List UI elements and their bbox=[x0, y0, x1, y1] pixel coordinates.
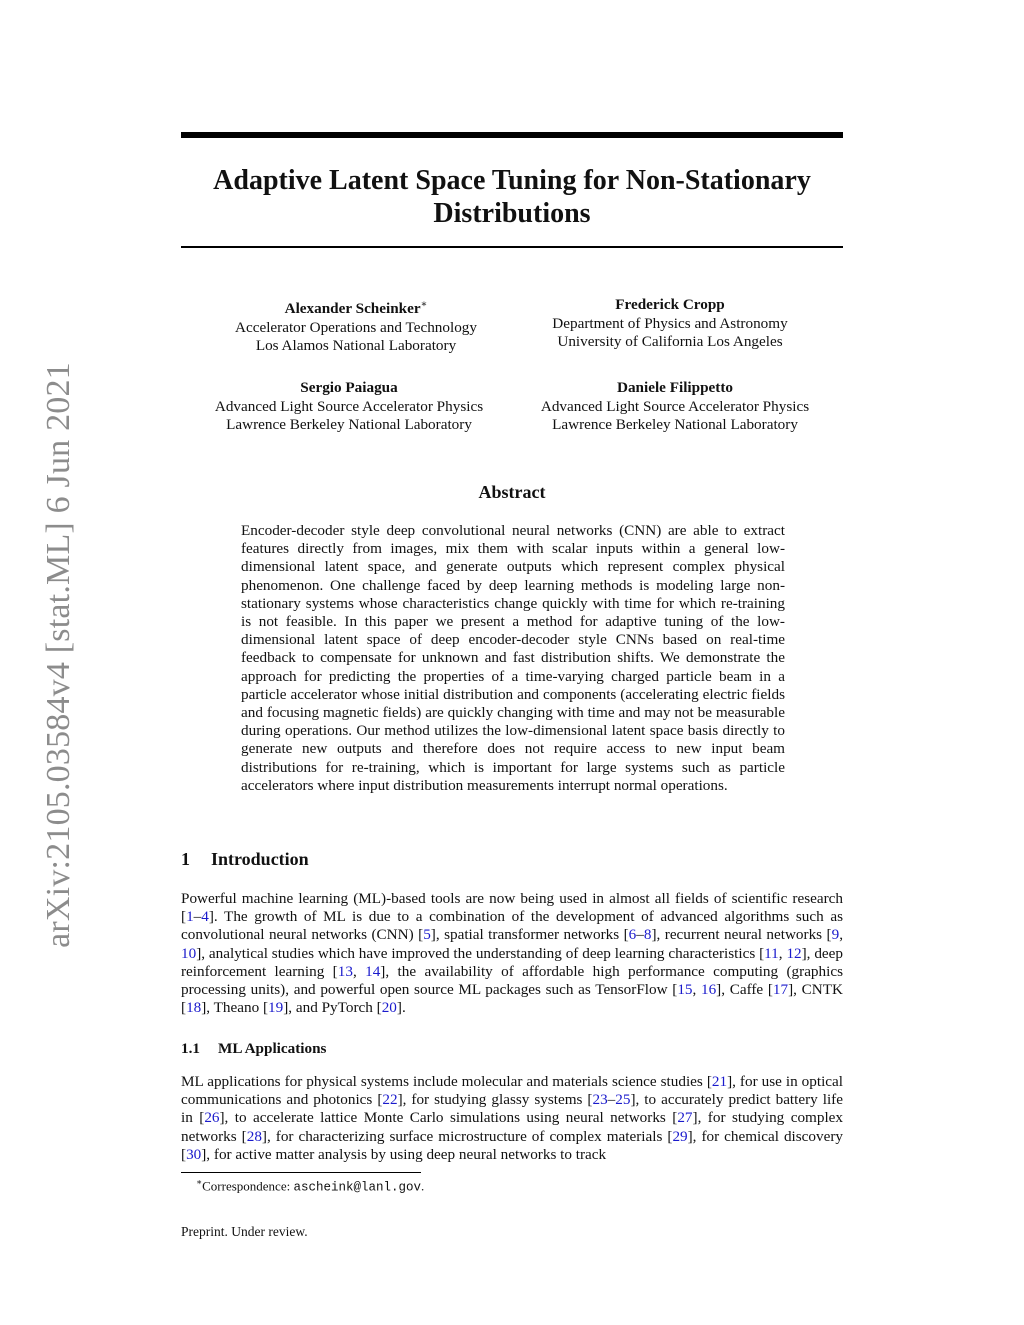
author-institution: Lawrence Berkeley National Laboratory bbox=[552, 416, 798, 433]
author-name: Alexander Scheinker bbox=[284, 300, 421, 318]
citation-link[interactable]: 22 bbox=[382, 1091, 398, 1109]
abstract-text: Encoder-decoder style deep convolutional neural networks (CNN) are able to extract features directly from images, mix them with scalar inputs within a general low-dimensional latent space, and generate outputs which represent complex physical phenomenon. One challenge faced by deep learning methods is modeling large non-stationary systems whose characteristics change quickly with time for which re-training is not feasible. In this paper we present a method for adaptive tuning of the low-dimensional latent space of deep encoder-decoder style CNNs based on real-time feedback to compensate for unknown and fast distribution shifts. We demonstrate the approach for predicting the properties of a time-varying charged particle beam in a particle accelerator whose initial distribution and components (accelerating electric fields and focusing magnetic fields) are quickly changing with time and may not be measurable during operations. Our method utilizes the low-dimensional latent space basis directly to generate new outputs and therefore does not require access to new input beam distributions for re-training, which is important for large systems such as particle accelerators where input distribution measurements interrupt normal operations. bbox=[241, 522, 785, 794]
footnote-end: . bbox=[421, 1178, 425, 1194]
author-block-1 bbox=[186, 296, 526, 356]
citation-link[interactable]: 1 bbox=[186, 908, 194, 926]
footnote-rule bbox=[181, 1172, 421, 1173]
author-affiliation: Advanced Light Source Accelerator Physics bbox=[214, 397, 484, 415]
author-affiliation: Advanced Light Source Accelerator Physics bbox=[540, 397, 810, 415]
title-bottom-rule bbox=[181, 246, 843, 248]
abstract-heading: Abstract bbox=[478, 482, 546, 502]
author-institution: Los Alamos National Laboratory bbox=[255, 337, 457, 355]
correspondence-footnote bbox=[196, 1177, 424, 1194]
citation-link[interactable]: 4 bbox=[201, 908, 209, 926]
author-name: Frederick Cropp bbox=[615, 296, 725, 313]
citation-link[interactable]: 19 bbox=[268, 999, 284, 1017]
subsection-title: ML Applications bbox=[218, 1040, 327, 1057]
citation-link[interactable]: 6 bbox=[628, 926, 637, 944]
section-number: 1 bbox=[181, 849, 190, 869]
author-name: Daniele Filippetto bbox=[616, 379, 733, 396]
citation-link[interactable]: 11 bbox=[764, 944, 779, 962]
author-affiliation: Accelerator Operations and Technology bbox=[235, 318, 477, 336]
author-block-2 bbox=[500, 296, 840, 352]
citation-link[interactable]: 14 bbox=[365, 962, 381, 980]
footnote-marker: ∗ bbox=[196, 1177, 203, 1187]
section-title: Introduction bbox=[211, 849, 309, 869]
author-block-4 bbox=[505, 379, 845, 435]
arxiv-identifier-stamp: arXiv:2105.03584v4 [stat.ML] 6 Jun 2021 bbox=[40, 362, 77, 948]
citation-link[interactable]: 16 bbox=[700, 981, 717, 999]
introduction-paragraph: Powerful machine learning (ML)-based tools are now being used in almost all fields of scientific research [1–4]. The growth of ML is due to a combination of the development of advanced algorithms such as convolutional neural networks (CNN) [5], spatial transformer networks [6–8], recurrent neural networks [9, 10], analytical studies which have improved the understanding of deep learning characteristics [11, 12], deep reinforcement learning [13, 14], the availability of affordable high performance computing (graphics processing units), and powerful open source ML packages such as TensorFlow [15, 16], Caffe [17], CNTK [18], Theano [19], and PyTorch [20]. bbox=[181, 890, 844, 1017]
title-top-rule bbox=[181, 132, 843, 138]
citation-link[interactable]: 15 bbox=[677, 981, 693, 999]
preprint-notice: Preprint. Under review. bbox=[181, 1224, 308, 1239]
citation-link[interactable]: 10 bbox=[181, 944, 197, 962]
footnote-label: Correspondence: bbox=[202, 1178, 294, 1194]
citation-link[interactable]: 9 bbox=[831, 926, 840, 944]
author-name: Sergio Paiagua bbox=[300, 379, 398, 396]
citation-link[interactable]: 18 bbox=[186, 999, 202, 1017]
subsection-number: 1.1 bbox=[181, 1040, 200, 1057]
citation-link[interactable]: 28 bbox=[246, 1127, 262, 1145]
citation-link[interactable]: 26 bbox=[204, 1109, 220, 1127]
author-affiliation: Department of Physics and Astronomy bbox=[552, 314, 788, 332]
citation-link[interactable]: 27 bbox=[677, 1109, 693, 1127]
author-institution: University of California Los Angeles bbox=[557, 333, 783, 350]
citation-link[interactable]: 5 bbox=[423, 926, 431, 944]
correspondence-email[interactable]: ascheink@lanl.gov bbox=[293, 1180, 421, 1195]
citation-link[interactable]: 12 bbox=[786, 944, 802, 962]
citation-link[interactable]: 8 bbox=[643, 926, 652, 944]
paper-title: Adaptive Latent Space Tuning for Non-Stationary Distributions bbox=[213, 165, 811, 229]
author-institution: Lawrence Berkeley National Laboratory bbox=[226, 416, 472, 433]
citation-link[interactable]: 29 bbox=[672, 1127, 688, 1145]
citation-link[interactable]: 13 bbox=[337, 962, 353, 980]
author-block-3 bbox=[179, 379, 519, 435]
citation-link[interactable]: 23 bbox=[592, 1091, 608, 1109]
citation-link[interactable]: 20 bbox=[381, 999, 397, 1017]
subsection-heading-ml-applications bbox=[181, 1040, 326, 1058]
citation-link[interactable]: 21 bbox=[711, 1073, 728, 1090]
citation-link[interactable]: 30 bbox=[186, 1145, 202, 1163]
citation-link[interactable]: 25 bbox=[615, 1091, 631, 1109]
footnote-marker: ∗ bbox=[420, 299, 428, 310]
section-heading-introduction bbox=[181, 849, 309, 870]
ml-applications-paragraph: ML applications for physical systems include molecular and materials science studies [21], for use in optical communications and photonics [22], for studying glassy systems [23–25], to accurately predict battery life in [26], to accelerate lattice Monte Carlo simulations using neural networks [27], for studying complex networks [28], for characterizing surface microstructure of complex materials [29], for chemical discovery [30], for active matter analysis by using deep neural networks to track bbox=[181, 1073, 843, 1163]
citation-link[interactable]: 17 bbox=[772, 981, 789, 999]
